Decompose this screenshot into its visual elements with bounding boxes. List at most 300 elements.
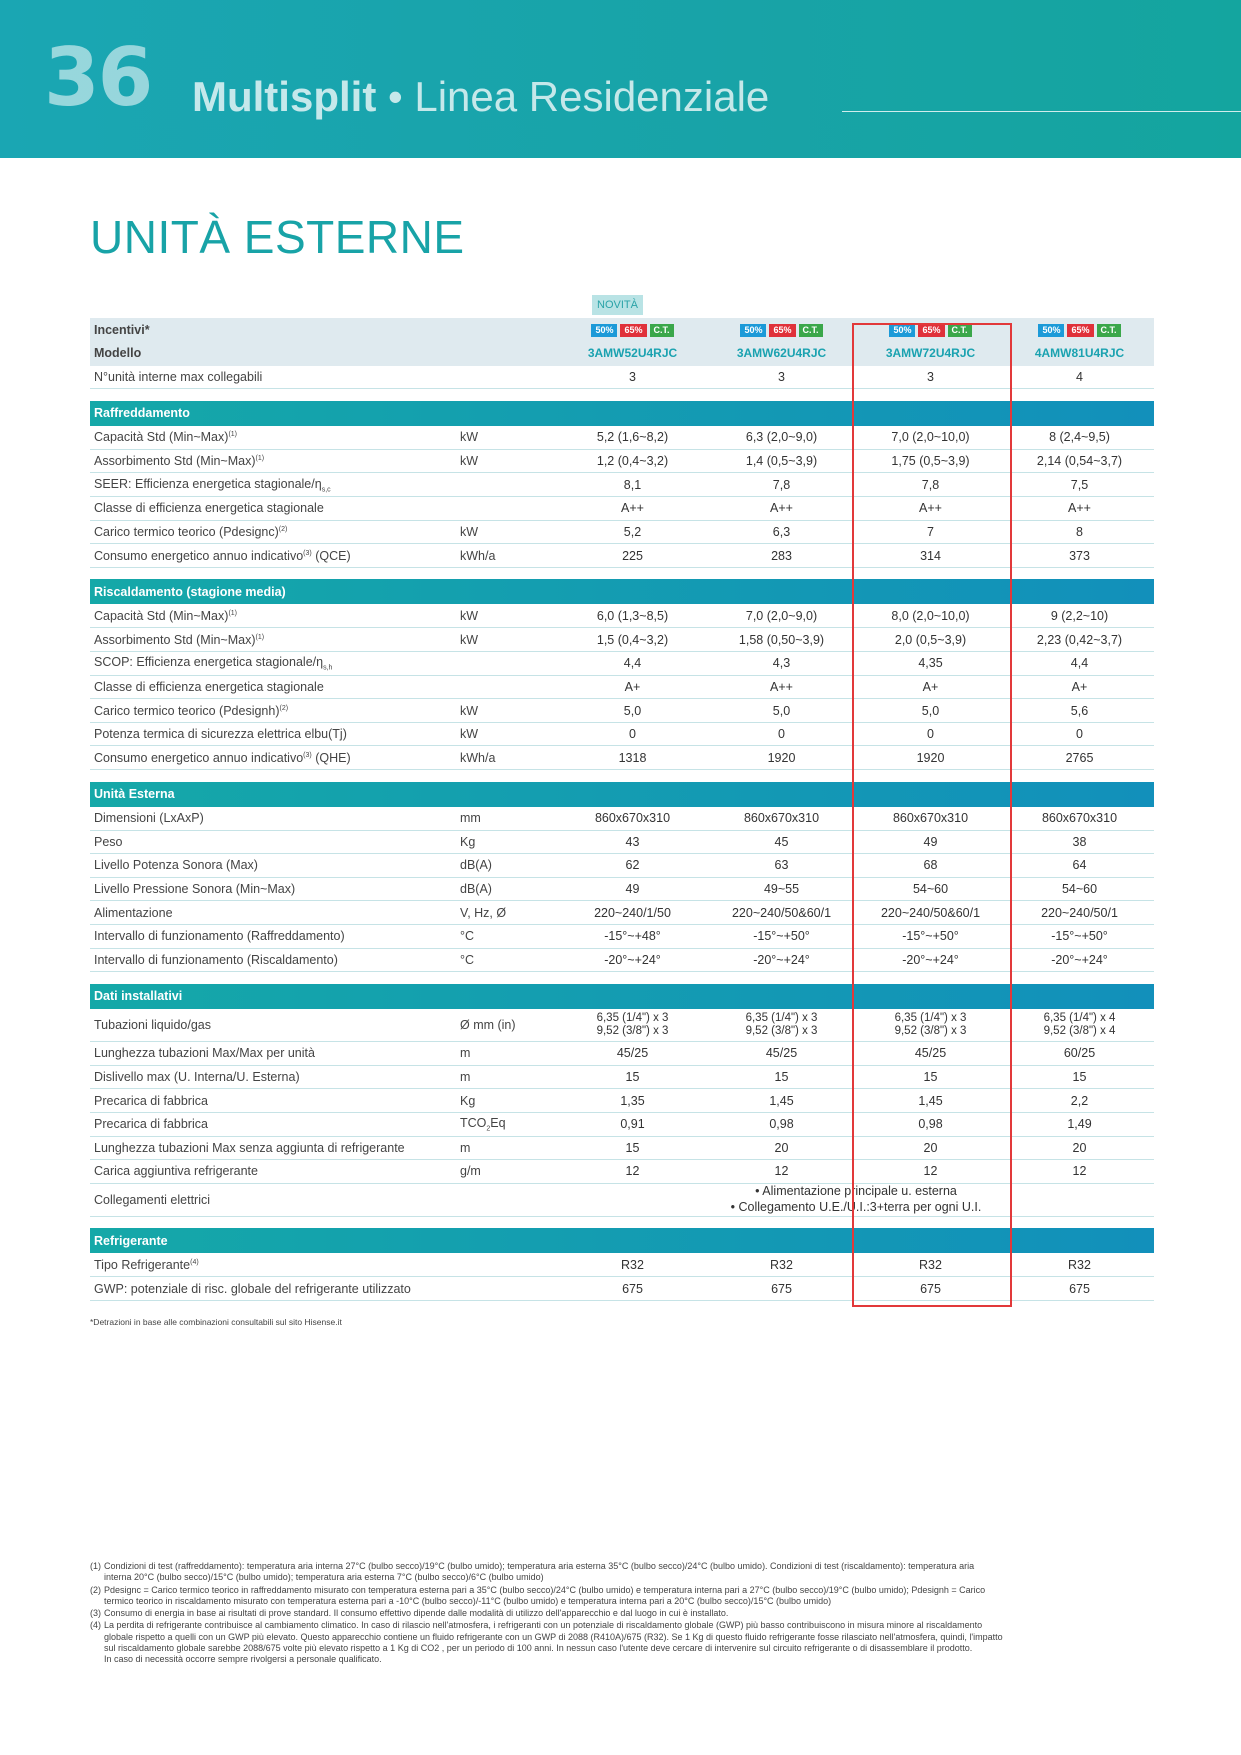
label-superscript: (3)	[303, 549, 312, 557]
cell-value: 6,3 (2,0~9,0)	[707, 426, 856, 450]
cell-value: -15°~+50°	[1005, 924, 1154, 948]
footnote-item	[90, 1620, 1090, 1665]
gap-cell	[90, 972, 1154, 984]
table-row	[90, 1136, 1154, 1160]
cell-value: -20°~+24°	[707, 948, 856, 972]
cell-value: 2,14 (0,54~3,7)	[1005, 449, 1154, 473]
table-row	[90, 699, 1154, 723]
cell-value: 15	[558, 1136, 707, 1160]
footnote-text: Consumo di energia in base ai risultati di prove standard. Il consumo effettivo dipende dalle modalità di utilizzo dell'apparecchio e dal luogo in cui è installato.	[104, 1608, 729, 1618]
cell-value: R32	[856, 1253, 1005, 1277]
badge-50: 50%	[889, 324, 915, 337]
cell-value: 4	[1005, 365, 1154, 389]
cell-value: -20°~+24°	[558, 948, 707, 972]
section-header-title: Refrigerante	[90, 1228, 1154, 1253]
cell-value: 68	[856, 854, 1005, 878]
row-label: Classe di efficienza energetica stagionale	[90, 675, 456, 699]
cell-value: 0	[856, 722, 1005, 746]
row-unit: dB(A)	[456, 854, 558, 878]
cell-value: -20°~+24°	[856, 948, 1005, 972]
cell-value: 1,2 (0,4~3,2)	[558, 449, 707, 473]
cell-value: -20°~+24°	[1005, 948, 1154, 972]
label-superscript: (4)	[190, 1258, 199, 1266]
header-title-separator: •	[376, 73, 415, 120]
row-unit	[456, 473, 558, 497]
section-gap	[90, 770, 1154, 782]
row-unit: °C	[456, 924, 558, 948]
row-label: Intervallo di funzionamento (Riscaldamento)	[90, 948, 456, 972]
row-unit: $TCO_2Eq$	[456, 1112, 558, 1136]
cell-value: 1920	[707, 746, 856, 770]
table-row	[90, 1065, 1154, 1089]
cell-value: 5,2 (1,6~8,2)	[558, 426, 707, 450]
badge-65: 65%	[918, 324, 944, 337]
badge-ct: C.T.	[948, 324, 972, 337]
cell-value: -15°~+50°	[856, 924, 1005, 948]
cell-value: 4,35	[856, 652, 1005, 676]
cell-value: 6,35 (1/4") x 3 9,52 (3/8") x 3	[856, 1009, 1005, 1042]
cell-value: 314	[856, 544, 1005, 568]
row-unit: kW	[456, 520, 558, 544]
table-row	[90, 877, 1154, 901]
row-label: Lunghezza tubazioni Max/Max per unità	[90, 1042, 456, 1066]
cell-value: 5,0	[856, 699, 1005, 723]
badge-65: 65%	[1067, 324, 1093, 337]
row-unit: g/m	[456, 1160, 558, 1184]
model-name: 4AMW81U4RJC	[1005, 342, 1154, 366]
cell-value: A+	[1005, 675, 1154, 699]
table-row	[90, 365, 1154, 389]
row-label: Alimentazione	[90, 901, 456, 925]
cell-value: 0,91	[558, 1112, 707, 1136]
section-header-title: Riscaldamento (stagione media)	[90, 579, 1154, 604]
row-label: SCOP: Efficienza energetica stagionale/$\eta_{s,h}$	[90, 652, 456, 676]
row-label: Collegamenti elettrici	[90, 1183, 456, 1216]
badge-50: 50%	[740, 324, 766, 337]
row-label: Tubazioni liquido/gas	[90, 1009, 456, 1042]
row-unit: m	[456, 1065, 558, 1089]
cell-value: 60/25	[1005, 1042, 1154, 1066]
row-label: Potenza termica di sicurezza elettrica elbu(Tj)	[90, 722, 456, 746]
header-title-bold: Multisplit	[192, 73, 377, 120]
footnote-id: (2)	[90, 1584, 101, 1595]
model-unit-cell	[456, 342, 558, 366]
cell-value: 12	[856, 1160, 1005, 1184]
novita-badge: NOVITÀ	[592, 295, 643, 315]
cell-value: 64	[1005, 854, 1154, 878]
header-title-light: Linea Residenziale	[414, 73, 770, 120]
cell-value: 15	[1005, 1065, 1154, 1089]
cell-value: 1,5 (0,4~3,2)	[558, 628, 707, 652]
row-label: Capacità Std (Min~Max)$^{(1)}$	[90, 604, 456, 628]
cell-value: 0	[558, 722, 707, 746]
incentive-badges	[591, 324, 673, 337]
table-row	[90, 1089, 1154, 1113]
cell-value: 54~60	[856, 877, 1005, 901]
cell-value: R32	[558, 1253, 707, 1277]
row-label: Dislivello max (U. Interna/U. Esterna)	[90, 1065, 456, 1089]
row-unit	[456, 497, 558, 521]
cell-value: 5,2	[558, 520, 707, 544]
badge-ct: C.T.	[1097, 324, 1121, 337]
cell-value: 4,3	[707, 652, 856, 676]
footnote-text: Pdesignc = Carico termico teorico in raffreddamento misurato con temperatura esterna pari a 35°C (bulbo secco)/24°C (bulbo umido) e temperatura interna pari a 27°C (bulbo secco)/19°C (bulbo umido); Pdesignh = Carico termico teorico in riscaldamento misurato con temperatura esterna pari a -10°C (bulbo secco)/-11°C (bulbo umido) e temperatura interna pari a 20°C (bulbo secco)/15°C (bulbo umido)	[104, 1584, 986, 1606]
row-label: Capacità Std (Min~Max)$^{(1)}$	[90, 426, 456, 450]
footnote-item	[90, 1585, 1090, 1608]
cell-value: 4,4	[1005, 652, 1154, 676]
row-unit	[456, 675, 558, 699]
section-header-title: Raffreddamento	[90, 401, 1154, 426]
cell-value: 6,35 (1/4") x 4 9,52 (3/8") x 4	[1005, 1009, 1154, 1042]
cell-value: 3	[558, 365, 707, 389]
section-title: UNITÀ ESTERNE	[90, 211, 465, 263]
cell-value: 8 (2,4~9,5)	[1005, 426, 1154, 450]
badge-50: 50%	[1038, 324, 1064, 337]
cell-value: A++	[558, 497, 707, 521]
cell-value: 7,5	[1005, 473, 1154, 497]
cell-value: 220~240/1/50	[558, 901, 707, 925]
incentive-badges	[889, 324, 971, 337]
cell-value: 220~240/50&60/1	[707, 901, 856, 925]
cell-value: 2765	[1005, 746, 1154, 770]
cell-value: 8,0 (2,0~10,0)	[856, 604, 1005, 628]
cell-value: 2,0 (0,5~3,9)	[856, 628, 1005, 652]
row-label: Livello Potenza Sonora (Max)	[90, 854, 456, 878]
spec-table	[90, 318, 1154, 1301]
model-name: 3AMW72U4RJC	[856, 342, 1005, 366]
row-label: Carico termico teorico (Pdesignh)$^{(2)}$	[90, 699, 456, 723]
cell-value: 1,45	[707, 1089, 856, 1113]
row-unit	[456, 1253, 558, 1277]
row-unit: Kg	[456, 1089, 558, 1113]
cell-value: -15°~+48°	[558, 924, 707, 948]
cell-value: 2,2	[1005, 1089, 1154, 1113]
gap-cell	[90, 1216, 1154, 1228]
cell-value: 45	[707, 830, 856, 854]
row-label: Precarica di fabbrica	[90, 1112, 456, 1136]
unit-subscript: 2	[486, 1125, 491, 1133]
section-header-title: Unità Esterna	[90, 782, 1154, 807]
cell-value: 49	[856, 830, 1005, 854]
section-header	[90, 401, 1154, 426]
cell-value: -15°~+50°	[707, 924, 856, 948]
row-label: SEER: Efficienza energetica stagionale/$\eta_{s,c}$	[90, 473, 456, 497]
incentives-unit-cell	[456, 318, 558, 342]
row-label: N°unità interne max collegabili	[90, 365, 456, 389]
incentives-badges-cell	[707, 318, 856, 342]
cell-value: 38	[1005, 830, 1154, 854]
table-row	[90, 675, 1154, 699]
label-superscript: (3)	[303, 751, 312, 759]
badge-ct: C.T.	[799, 324, 823, 337]
page-number: 36	[44, 31, 152, 124]
row-unit: V, Hz, Ø	[456, 901, 558, 925]
table-row	[90, 746, 1154, 770]
row-unit	[456, 1183, 558, 1216]
section-gap	[90, 389, 1154, 401]
gap-cell	[90, 770, 1154, 782]
row-unit: Ø mm (in)	[456, 1009, 558, 1042]
section-header	[90, 984, 1154, 1009]
row-unit: kW	[456, 604, 558, 628]
gap-cell	[90, 567, 1154, 579]
incentives-footnote: *Detrazioni in base alle combinazioni consultabili sul sito Hisense.it	[90, 1317, 342, 1327]
incentive-badges	[740, 324, 822, 337]
table-row	[90, 830, 1154, 854]
cell-value: 675	[1005, 1277, 1154, 1301]
section-gap	[90, 567, 1154, 579]
table-row	[90, 426, 1154, 450]
cell-value: A++	[1005, 497, 1154, 521]
cell-value: 8	[1005, 520, 1154, 544]
label-superscript: (1)	[255, 633, 265, 641]
cell-value: 3	[707, 365, 856, 389]
incentives-badges-cell	[856, 318, 1005, 342]
cell-value: 45/25	[856, 1042, 1005, 1066]
row-label: Classe di efficienza energetica stagionale	[90, 497, 456, 521]
cell-value: 0,98	[707, 1112, 856, 1136]
row-label: Assorbimento Std (Min~Max)$^{(1)}$	[90, 449, 456, 473]
cell-value: 7,0 (2,0~10,0)	[856, 426, 1005, 450]
badge-ct: C.T.	[650, 324, 674, 337]
label-superscript: (1)	[228, 609, 237, 617]
incentives-badges-cell	[1005, 318, 1154, 342]
table-row	[90, 1277, 1154, 1301]
label-superscript: (2)	[278, 525, 288, 533]
cell-value: 7,0 (2,0~9,0)	[707, 604, 856, 628]
cell-value: 675	[856, 1277, 1005, 1301]
cell-value: 1,58 (0,50~3,9)	[707, 628, 856, 652]
model-name: 3AMW62U4RJC	[707, 342, 856, 366]
label-superscript: (2)	[279, 704, 289, 712]
cell-value: 15	[856, 1065, 1005, 1089]
footnote-item	[90, 1561, 1090, 1584]
cell-value: 7	[856, 520, 1005, 544]
cell-value: 225	[558, 544, 707, 568]
cell-value: 3	[856, 365, 1005, 389]
row-unit	[456, 1277, 558, 1301]
row-label: Dimensioni (LxAxP)	[90, 807, 456, 831]
cell-value: 12	[558, 1160, 707, 1184]
cell-value: 7,8	[856, 473, 1005, 497]
cell-value: 860x670x310	[856, 807, 1005, 831]
cell-value: 12	[707, 1160, 856, 1184]
cell-value: 1,75 (0,5~3,9)	[856, 449, 1005, 473]
cell-value: 2,23 (0,42~3,7)	[1005, 628, 1154, 652]
gap-cell	[90, 389, 1154, 401]
cell-value: 45/25	[707, 1042, 856, 1066]
cell-value: 675	[707, 1277, 856, 1301]
footnote-text: Condizioni di test (raffreddamento): temperatura aria interna 27°C (bulbo secco)/19°C (bulbo umido); temperatura aria esterna 35°C (bulbo secco)/24°C (bulbo umido). Condizioni di test (riscaldamento): temperatura aria interna 20°C (bulbo secco)/15°C (bulbo umido); temperatura aria esterna 7°C (bulbo secco)/6°C (bulbo umido)	[104, 1561, 975, 1583]
row-unit: kWh/a	[456, 544, 558, 568]
cell-value: 1,35	[558, 1089, 707, 1113]
row-label: Lunghezza tubazioni Max senza aggiunta di refrigerante	[90, 1136, 456, 1160]
table-row	[90, 1160, 1154, 1184]
row-unit: Kg	[456, 830, 558, 854]
cell-value: 1318	[558, 746, 707, 770]
section-gap	[90, 1216, 1154, 1228]
cell-value: 49~55	[707, 877, 856, 901]
table-row	[90, 544, 1154, 568]
footnote-id: (3)	[90, 1608, 101, 1618]
footnotes	[90, 1561, 1090, 1666]
cell-value: 4,4	[558, 652, 707, 676]
table-row	[90, 901, 1154, 925]
cell-value: 860x670x310	[1005, 807, 1154, 831]
row-unit: kW	[456, 699, 558, 723]
table-row	[90, 1042, 1154, 1066]
section-gap	[90, 972, 1154, 984]
cell-value: 0,98	[856, 1112, 1005, 1136]
cell-value: 20	[707, 1136, 856, 1160]
cell-value: 5,0	[558, 699, 707, 723]
row-unit: kW	[456, 426, 558, 450]
cell-value: 373	[1005, 544, 1154, 568]
table-row	[90, 1253, 1154, 1277]
row-unit: m	[456, 1042, 558, 1066]
section-header	[90, 1228, 1154, 1253]
cell-value: 62	[558, 854, 707, 878]
footnote-text: La perdita di refrigerante contribuisce al cambiamento climatico. In caso di rilascio nell'atmosfera, i refrigeranti con un potenziale di riscaldamento globale (GWP) più basso contribuiscono in misura minore al riscaldamento globale rispetto a quelli con un GWP più elevato. Questo apparecchio contiene un fluido refrigerante con un GWP di 2088 (R410A)/675 (R32). Se 1 Kg di questo fluido refrigerante fosse rilasciato nell'atmosfera, quindi, l'impatto sul riscaldamento globale sarebbe 2088/675 volte più elevato rispetto a 1 Kg di CO2 , per un periodo di 100 anni. In nessun caso l'utente deve cercare di intervenire sul circuito refrigerante o di disassemblare il prodotto. In caso di necessità occorre sempre rivolgersi a personale qualificato.	[104, 1620, 1003, 1664]
model-name: 3AMW52U4RJC	[558, 342, 707, 366]
cell-value: 6,35 (1/4") x 3 9,52 (3/8") x 3	[707, 1009, 856, 1042]
model-row	[90, 342, 1154, 366]
table-row	[90, 948, 1154, 972]
section-header-title: Dati installativi	[90, 984, 1154, 1009]
table-row	[90, 1009, 1154, 1042]
cell-value: 860x670x310	[707, 807, 856, 831]
label-subscript: s,h	[323, 664, 333, 672]
cell-value: 1,4 (0,5~3,9)	[707, 449, 856, 473]
section-header	[90, 579, 1154, 604]
row-unit: °C	[456, 948, 558, 972]
section-header	[90, 782, 1154, 807]
cell-value: A+	[558, 675, 707, 699]
label-superscript: (1)	[255, 455, 265, 463]
cell-value: 12	[1005, 1160, 1154, 1184]
table-row	[90, 449, 1154, 473]
badge-50: 50%	[591, 324, 617, 337]
row-unit	[456, 652, 558, 676]
table-row	[90, 628, 1154, 652]
cell-value: 7,8	[707, 473, 856, 497]
cell-value: 9 (2,2~10)	[1005, 604, 1154, 628]
table-row	[90, 807, 1154, 831]
cell-value: 45/25	[558, 1042, 707, 1066]
row-unit: m	[456, 1136, 558, 1160]
row-unit	[456, 365, 558, 389]
row-label: Consumo energetico annuo indicativo$^{(3)}$ (QHE)	[90, 746, 456, 770]
cell-value: A++	[707, 675, 856, 699]
row-label: Carica aggiuntiva refrigerante	[90, 1160, 456, 1184]
badge-65: 65%	[769, 324, 795, 337]
incentives-badges-cell	[558, 318, 707, 342]
cell-value: 54~60	[1005, 877, 1154, 901]
row-unit: kW	[456, 628, 558, 652]
table-row	[90, 652, 1154, 676]
footnote-id: (1)	[90, 1561, 101, 1571]
row-label: Assorbimento Std (Min~Max)$^{(1)}$	[90, 628, 456, 652]
header-divider	[842, 111, 1241, 112]
cell-value: 63	[707, 854, 856, 878]
incentives-label: Incentivi*	[90, 318, 456, 342]
row-label: Carico termico teorico (Pdesignc)$^{(2)}$	[90, 520, 456, 544]
footnote-item	[90, 1608, 1090, 1619]
table-row	[90, 722, 1154, 746]
cell-value: 5,0	[707, 699, 856, 723]
incentive-badges	[1038, 324, 1120, 337]
row-label: GWP: potenziale di risc. globale del refrigerante utilizzato	[90, 1277, 456, 1301]
cell-value: 49	[558, 877, 707, 901]
badge-65: 65%	[620, 324, 646, 337]
cell-value: 6,35 (1/4") x 3 9,52 (3/8") x 3	[558, 1009, 707, 1042]
row-label: Peso	[90, 830, 456, 854]
cell-value: 283	[707, 544, 856, 568]
merged-value: • Alimentazione principale u. esterna • Collegamento U.E./U.I.:3+terra per ogni U.I.	[558, 1183, 1154, 1216]
cell-value: 8,1	[558, 473, 707, 497]
page-header	[0, 0, 1241, 158]
table-row	[90, 520, 1154, 544]
cell-value: A++	[707, 497, 856, 521]
incentives-row	[90, 318, 1154, 342]
cell-value: R32	[707, 1253, 856, 1277]
cell-value: A++	[856, 497, 1005, 521]
label-subscript: s,c	[321, 486, 331, 494]
cell-value: 6,3	[707, 520, 856, 544]
footnote-id: (4)	[90, 1620, 101, 1631]
cell-value: R32	[1005, 1253, 1154, 1277]
cell-value: 20	[856, 1136, 1005, 1160]
cell-value: 15	[707, 1065, 856, 1089]
cell-value: 860x670x310	[558, 807, 707, 831]
table-row	[90, 473, 1154, 497]
cell-value: 1,45	[856, 1089, 1005, 1113]
cell-value: 0	[1005, 722, 1154, 746]
row-unit: kWh/a	[456, 746, 558, 770]
table-row	[90, 604, 1154, 628]
cell-value: 5,6	[1005, 699, 1154, 723]
row-label: Consumo energetico annuo indicativo$^{(3)}$ (QCE)	[90, 544, 456, 568]
cell-value: 15	[558, 1065, 707, 1089]
row-label: Intervallo di funzionamento (Raffreddamento)	[90, 924, 456, 948]
label-superscript: (1)	[228, 431, 237, 439]
cell-value: 6,0 (1,3~8,5)	[558, 604, 707, 628]
cell-value: 20	[1005, 1136, 1154, 1160]
header-title	[192, 73, 770, 120]
cell-value: 0	[707, 722, 856, 746]
model-label: Modello	[90, 342, 456, 366]
cell-value: 675	[558, 1277, 707, 1301]
table-row-merged	[90, 1183, 1154, 1216]
cell-value: 1,49	[1005, 1112, 1154, 1136]
row-unit: dB(A)	[456, 877, 558, 901]
row-unit: mm	[456, 807, 558, 831]
table-row	[90, 924, 1154, 948]
cell-value: 1920	[856, 746, 1005, 770]
row-label: Livello Pressione Sonora (Min~Max)	[90, 877, 456, 901]
row-unit: kW	[456, 449, 558, 473]
table-row	[90, 854, 1154, 878]
row-label: Tipo Refrigerante$^{(4)}$	[90, 1253, 456, 1277]
table-row	[90, 1112, 1154, 1136]
table-row	[90, 497, 1154, 521]
cell-value: 220~240/50&60/1	[856, 901, 1005, 925]
cell-value: 43	[558, 830, 707, 854]
cell-value: 220~240/50/1	[1005, 901, 1154, 925]
cell-value: A+	[856, 675, 1005, 699]
row-unit: kW	[456, 722, 558, 746]
row-label: Precarica di fabbrica	[90, 1089, 456, 1113]
